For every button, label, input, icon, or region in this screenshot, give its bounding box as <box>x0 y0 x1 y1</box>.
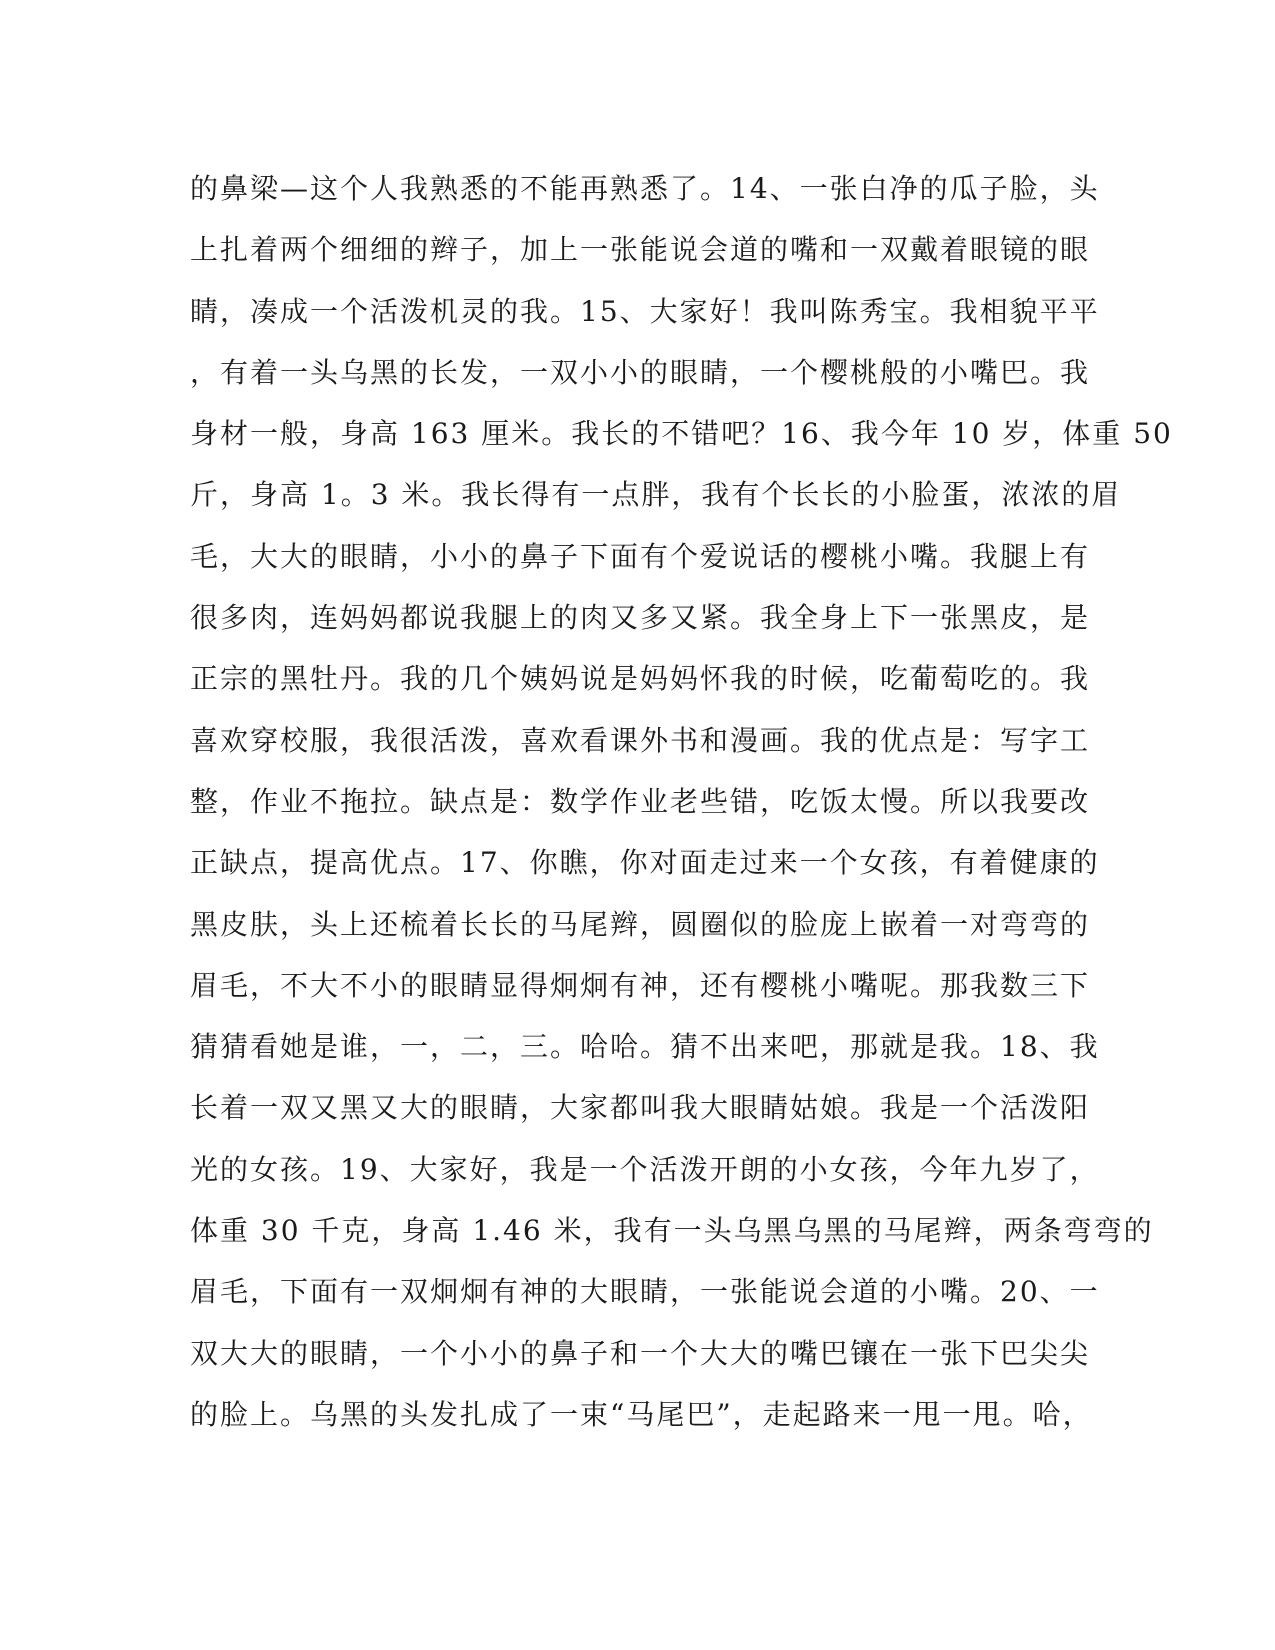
text-line: 的鼻梁—这个人我熟悉的不能再熟悉了。14、一张白净的瓜子脸，头 <box>190 172 1100 205</box>
text-line: 黑皮肤，头上还梳着长长的马尾辫，圆圈似的脸庞上嵌着一对弯弯的 <box>190 907 1091 941</box>
text-line: ，有着一头乌黑的长发，一双小小的眼睛，一个樱桃般的小嘴巴。我 <box>190 355 1091 389</box>
text-line: 的脸上。乌黑的头发扎成了一束“马尾巴”，走起路来一甩一甩。哈， <box>190 1397 1093 1431</box>
text-line: 光的女孩。19、大家好，我是一个活泼开朗的小女孩，今年九岁了， <box>190 1152 1100 1186</box>
text-line: 正缺点，提高优点。17、你瞧，你对面走过来一个女孩，有着健康的 <box>190 846 1100 880</box>
text-line: 喜欢穿校服，我很活泼，喜欢看课外书和漫画。我的优点是：写字工 <box>190 723 1091 757</box>
text-line: 毛，大大的眼睛，小小的鼻子下面有个爱说话的樱桃小嘴。我腿上有 <box>190 539 1091 573</box>
text-line: 长着一双又黑又大的眼睛，大家都叫我大眼睛姑娘。我是一个活泼阳 <box>190 1091 1091 1125</box>
text-line: 斤，身高 1。3 米。我长得有一点胖，我有个长长的小脸蛋，浓浓的眉 <box>190 478 1122 512</box>
text-line: 整，作业不拖拉。缺点是：数学作业老些错，吃饭太慢。所以我要改 <box>190 784 1091 818</box>
text-line: 眉毛，下面有一双炯炯有神的大眼睛，一张能说会道的小嘴。20、一 <box>190 1275 1100 1309</box>
text-line: 上扎着两个细细的辫子，加上一张能说会道的嘴和一双戴着眼镜的眼 <box>190 233 1091 267</box>
text-line: 眉毛，不大不小的眼睛显得炯炯有神，还有樱桃小嘴呢。那我数三下 <box>190 968 1091 1002</box>
text-line: 猜猜看她是谁，一，二，三。哈哈。猜不出来吧，那就是我。18、我 <box>190 1030 1100 1064</box>
body-text <box>190 158 1173 1445</box>
text-line: 双大大的眼睛，一个小小的鼻子和一个大大的嘴巴镶在一张下巴尖尖 <box>190 1336 1091 1370</box>
text-line: 身材一般，身高 163 厘米。我长的不错吧？16、我今年 10 岁，体重 50 <box>190 417 1173 451</box>
text-line: 正宗的黑牡丹。我的几个姨妈说是妈妈怀我的时候，吃葡萄吃的。我 <box>190 662 1091 696</box>
text-line: 很多肉，连妈妈都说我腿上的肉又多又紧。我全身上下一张黑皮，是 <box>190 601 1091 635</box>
text-line: 体重 30 千克，身高 1.46 米，我有一头乌黑乌黑的马尾辫，两条弯弯的 <box>190 1214 1154 1248</box>
text-line: 睛，凑成一个活泼机灵的我。15、大家好！我叫陈秀宝。我相貌平平 <box>190 294 1100 328</box>
